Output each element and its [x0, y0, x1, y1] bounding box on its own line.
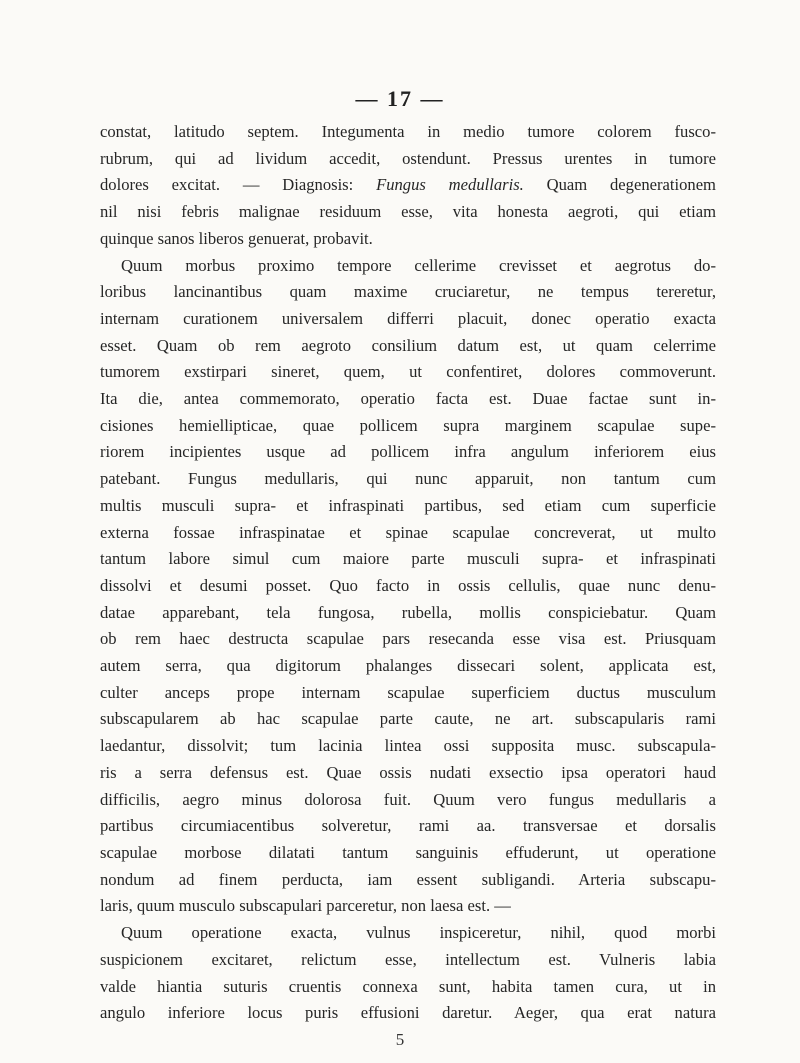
- text-line: dissolvi et desumi posset. Quo facto in ossis cellulis, quae nunc denu-: [100, 575, 716, 595]
- text-line: nondum ad finem perducta, iam essent subligandi. Arteria subscapu-: [100, 869, 716, 889]
- text-line: laris, quum musculo subscapulari parceretur, non laesa est. —: [100, 896, 511, 916]
- text-line: tumorem exstirpari sineret, quem, ut confentiret, dolores commoverunt.: [100, 362, 716, 382]
- text-line: externa fossae infraspinatae et spinae scapulae concreverat, ut multo: [100, 522, 716, 542]
- text-line: cisiones hemiellipticae, quae pollicem supra marginem scapulae supe-: [100, 415, 716, 435]
- diagnosis-term: Fungus medullaris.: [376, 175, 524, 195]
- text-line: patebant. Fungus medullaris, qui nunc apparuit, non tantum cum: [100, 469, 716, 489]
- text-line: Quum morbus proximo tempore cellerime crevisset et aegrotus do-: [121, 255, 716, 275]
- text-line: tantum labore simul cum maiore parte musculi supra- et infraspinati: [100, 549, 716, 569]
- text-line: suspicionem excitaret, relictum esse, intellectum est. Vulneris labia: [100, 949, 716, 969]
- text-line: valde hiantia suturis cruentis connexa sunt, habita tamen cura, ut in: [100, 976, 716, 996]
- text-line: Ita die, antea commemorato, operatio facta est. Duae factae sunt in-: [100, 389, 716, 409]
- text-line: quinque sanos liberos genuerat, probavit.: [100, 228, 373, 248]
- text-line: dolores excitat. — Diagnosis: Fungus medullaris. Quam degenerationem: [100, 175, 716, 195]
- text-line: constat, latitudo septem. Integumenta in medio tumore colorem fusco-: [100, 122, 716, 141]
- signature-mark: 5: [395, 1030, 405, 1049]
- text-line: loribus lancinantibus quam maxime cruciaretur, ne tempus tereretur,: [100, 282, 716, 302]
- text-line: esset. Quam ob rem aegroto consilium datum est, ut quam celerrime: [100, 335, 716, 355]
- text-line: partibus circumiacentibus solveretur, rami aa. transversae et dorsalis: [100, 816, 716, 836]
- page-header: — 17 —: [355, 86, 445, 111]
- text-line: Quum operatione exacta, vulnus inspiceretur, nihil, quod morbi: [121, 923, 716, 943]
- text-line: angulo inferiore locus puris effusioni daretur. Aeger, qua erat natura: [100, 1003, 716, 1023]
- text-line: subscapularem ab hac scapulae parte caute, ne art. subscapularis rami: [100, 709, 716, 729]
- text-line: culter anceps prope internam scapulae superficiem ductus musculum: [100, 682, 716, 702]
- text-line: ris a serra defensus est. Quae ossis nudati exsectio ipsa operatori haud: [100, 762, 716, 782]
- text-line: nil nisi febris malignae residuum esse, vita honesta aegroti, qui etiam: [100, 202, 716, 222]
- text-line: internam curationem universalem differri placuit, donec operatio exacta: [100, 308, 716, 328]
- body-text: [100, 119, 716, 1027]
- text-line: scapulae morbose dilatati tantum sanguinis effuderunt, ut operatione: [100, 842, 716, 862]
- text-line: difficilis, aegro minus dolorosa fuit. Quum vero fungus medullaris a: [100, 789, 716, 809]
- text-line: datae apparebant, tela fungosa, rubella, mollis conspiciebatur. Quam: [100, 602, 716, 622]
- text-line: ob rem haec destructa scapulae pars resecanda esse visa est. Priusquam: [100, 629, 716, 649]
- text-line: laedantur, dissolvit; tum lacinia lintea ossi supposita musc. subscapula-: [100, 736, 716, 756]
- text-line: autem serra, qua digitorum phalanges dissecari solent, applicata est,: [100, 656, 716, 676]
- text-line: riorem incipientes usque ad pollicem infra angulum inferiorem eius: [100, 442, 716, 462]
- text-line: multis musculi supra- et infraspinati partibus, sed etiam cum superficie: [100, 495, 716, 515]
- text-line: rubrum, qui ad lividum accedit, ostendunt. Pressus urentes in tumore: [100, 148, 716, 168]
